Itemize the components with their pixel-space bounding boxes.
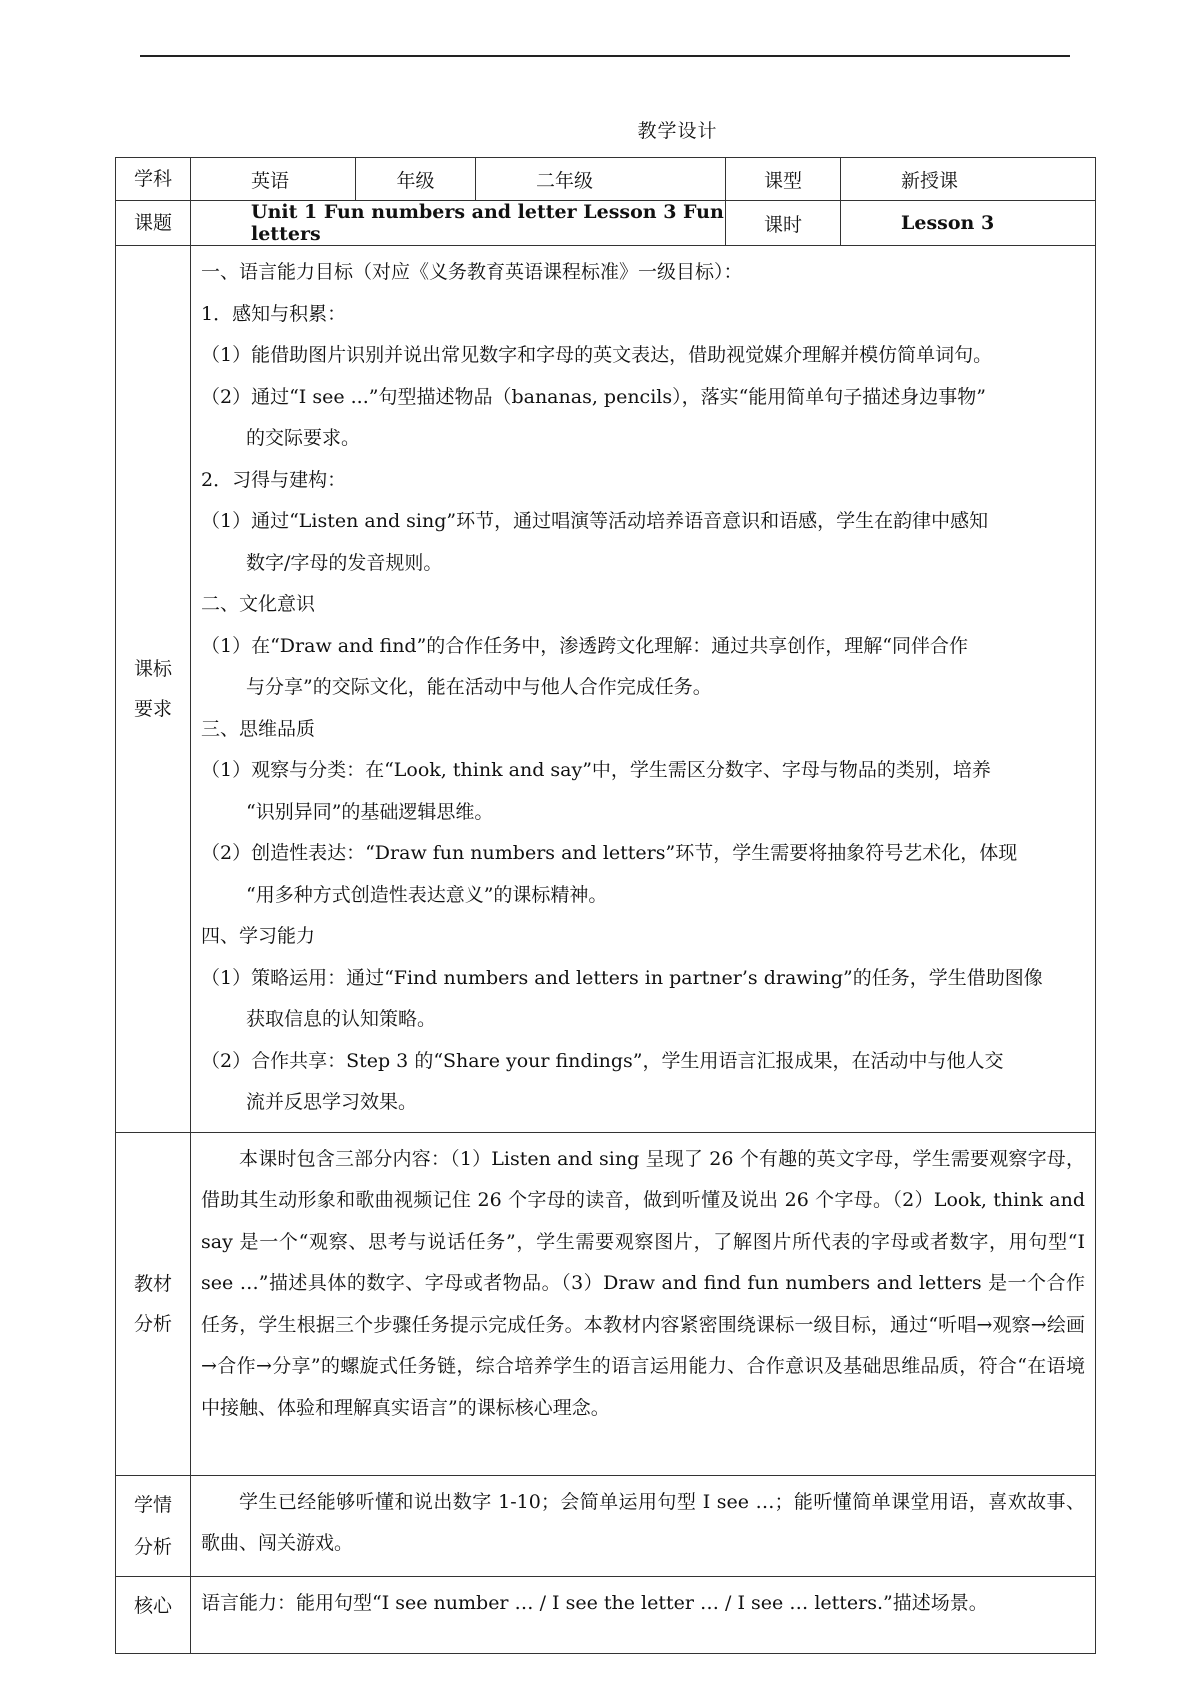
curriculum-line: （2）通过“I see ...”句型描述物品（bananas, pencils），落实“能用简单句子描述身边事物” — [201, 385, 987, 408]
curriculum-line: 流并反思学习效果。 — [246, 1091, 418, 1113]
type-value: 新授课 — [841, 158, 1096, 201]
curriculum-line: 二、文化意识 — [201, 593, 316, 615]
curriculum-line: 四、学习能力 — [201, 925, 316, 947]
header-rule — [140, 55, 1070, 57]
curriculum-line: （1）通过“Listen and sing”环节，通过唱演等活动培养语音意识和语感，学生在韵律中感知 — [201, 510, 989, 532]
curriculum-line: “用多种方式创造性表达意义”的课标精神。 — [246, 883, 608, 906]
core-text: 语言能力：能用句型“I see number … / I see the letter … / I see … letters.”描述场景。 — [191, 1576, 1096, 1653]
grade-label: 年级 — [356, 158, 476, 201]
material-label-line2: 分析 — [133, 1312, 172, 1335]
core-label: 核心 — [116, 1576, 191, 1653]
curriculum-line: 三、思维品质 — [201, 717, 316, 740]
core-row — [116, 1576, 1096, 1653]
curriculum-line: 获取信息的认知策略。 — [246, 1008, 437, 1030]
curriculum-line: 数字/字母的发音规则。 — [246, 551, 443, 574]
curriculum-label-line1: 课标 — [133, 657, 172, 680]
material-label-line1: 教材 — [133, 1272, 172, 1295]
curriculum-line: “识别异同”的基础逻辑思维。 — [246, 800, 494, 823]
lesson-plan-table — [115, 157, 1096, 1654]
curriculum-line: 与分享”的交际文化，能在活动中与他人合作完成任务。 — [246, 676, 712, 698]
material-label — [116, 1132, 191, 1475]
curriculum-content — [191, 246, 1096, 1133]
curriculum-line: （2）合作共享：Step 3 的“Share your findings”，学生用语言汇报成果，在活动中与他人交 — [201, 1049, 1004, 1072]
document-title: 教学设计 — [637, 120, 718, 142]
topic-value: Unit 1 Fun numbers and letter Lesson 3 Fun letters — [191, 201, 726, 246]
curriculum-row — [116, 246, 1096, 1133]
grade-value: 二年级 — [476, 158, 726, 201]
material-row — [116, 1132, 1096, 1475]
learners-label-line2: 分析 — [133, 1535, 172, 1558]
material-paragraph: 本课时包含三部分内容：（1）Listen and sing 呈现了 26 个有趣的英文字母，学生需要观察字母，借助其生动形象和歌曲视频记住 26 个字母的读音，做到听懂及说出 26 个字母。（2）Look, think and say 是一个“观察、思考与说话任务”，学生需要观察图片，了解图片所代表的字母或者数字，用句型“I see …”描述具体的数字、字母或者物品。（3）Draw and find fun numbers and letters 是一个合作任务，学生根据三个步骤任务提示完成任务。本教材内容紧密围绕课标一级目标，通过“听唱→观察→绘画→合作→分享”的螺旋式任务链，综合培养学生的语言运用能力、合作意识及基础思维品质，符合“在语境中接触、体验和理解真实语言”的课标核心理念。 — [191, 1132, 1096, 1475]
header-row-2 — [116, 201, 1096, 246]
type-label: 课型 — [726, 158, 841, 201]
learners-row — [116, 1475, 1096, 1576]
period-label: 课时 — [726, 201, 841, 246]
curriculum-line: （1）在“Draw and find”的合作任务中，渗透跨文化理解：通过共享创作，理解“同伴合作 — [201, 634, 969, 657]
topic-label: 课题 — [116, 201, 191, 246]
curriculum-line: （1）能借助图片识别并说出常见数字和字母的英文表达，借助视觉媒介理解并模仿简单词句。 — [201, 344, 993, 366]
curriculum-line: 一、语言能力目标（对应《义务教育英语课程标准》一级目标）： — [201, 261, 743, 283]
curriculum-lines — [201, 252, 1085, 1124]
curriculum-line: 的交际要求。 — [246, 427, 361, 449]
learners-label — [116, 1475, 191, 1576]
learners-paragraph: 学生已经能够听懂和说出数字 1-10；会简单运用句型 I see …；能听懂简单课堂用语，喜欢故事、歌曲、闯关游戏。 — [191, 1475, 1096, 1576]
period-value: Lesson 3 — [841, 201, 1096, 246]
curriculum-line: （1）策略运用：通过“Find numbers and letters in partner’s drawing”的任务，学生借助图像 — [201, 966, 1043, 989]
curriculum-line: （2）创造性表达：“Draw fun numbers and letters”环节，学生需要将抽象符号艺术化，体现 — [201, 842, 1018, 864]
subject-label: 学科 — [116, 158, 191, 201]
header-row-1 — [116, 158, 1096, 201]
curriculum-label — [116, 246, 191, 1133]
learners-label-line1: 学情 — [133, 1493, 172, 1516]
curriculum-line: 1．感知与积累： — [201, 302, 347, 325]
curriculum-label-line2: 要求 — [133, 697, 172, 720]
curriculum-line: 2．习得与建构： — [201, 468, 347, 491]
subject-value: 英语 — [191, 158, 356, 201]
curriculum-line: （1）观察与分类：在“Look, think and say”中，学生需区分数字、字母与物品的类别，培养 — [201, 759, 991, 781]
